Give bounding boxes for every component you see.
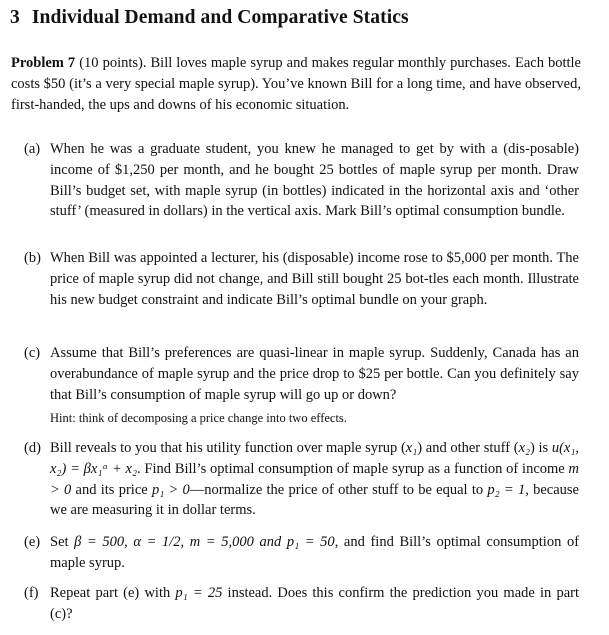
part-e xyxy=(24,532,579,574)
part-d-text-1: Bill reveals to you that his utility function over maple syrup ( xyxy=(50,440,406,456)
part-b-text: When Bill was appointed a lecturer, his (disposable) income rose to $5,000 per month. The price of maple syrup did not change, and Bill still bought 25 bot-tles each month. Illustrate his new budget constraint and indicate Bill’s optimal bundle on your graph. xyxy=(50,250,579,308)
problem-points: (10 points). xyxy=(79,55,147,71)
part-d-text-3: ) is xyxy=(530,440,552,456)
part-c xyxy=(24,343,579,427)
part-f-price: p₁ = 25 xyxy=(175,585,223,601)
part-c-body xyxy=(50,343,579,427)
income-condition: m > 0 xyxy=(50,460,580,498)
part-e-text-1: Set xyxy=(50,534,75,550)
section-number: 3 xyxy=(10,7,20,28)
part-d-text xyxy=(50,438,579,521)
part-f-text xyxy=(50,583,579,625)
part-f-text-1: Repeat part (e) with xyxy=(50,585,176,601)
utility-function: u(x₁, x₂) = βx₁ᵅ + x₂ xyxy=(50,440,580,477)
problem-label: Problem 7 xyxy=(11,55,76,71)
price-condition: p₁ > 0 xyxy=(151,481,190,498)
section-title: Individual Demand and Comparative Statics xyxy=(31,7,409,28)
var-x1: x₁ xyxy=(405,440,418,456)
problem-text: Bill loves maple syrup and makes regular monthly purchases. Each bottle costs $50 (it’s a very special maple syrup). You’ve known Bill for a long time, and have observed, first-handed, the ups and downs of his economic situation. xyxy=(11,55,581,113)
part-c-text: Assume that Bill’s preferences are quasi-linear in maple syrup. Suddenly, Canada has an overabundance of maple syrup and the price drop to $25 per bottle. Can you definitely say that Bill’s consumption of maple syrup will go up or down? xyxy=(50,345,579,403)
part-d-label: (d) xyxy=(24,440,41,456)
part-b-label: (b) xyxy=(24,250,41,266)
part-e-text-2: , and find Bill’s optimal consumption of maple syrup. xyxy=(50,534,580,571)
part-e-text xyxy=(50,532,579,574)
part-f xyxy=(24,583,579,625)
part-d-text-5: and its price xyxy=(71,481,152,498)
part-d xyxy=(24,438,579,521)
part-d-text-2: ) and other stuff ( xyxy=(417,440,519,456)
var-x2: x₂ xyxy=(518,440,531,456)
problem-statement xyxy=(11,53,581,115)
section-heading xyxy=(10,7,409,29)
part-a xyxy=(24,139,579,222)
part-f-text-2: instead. Does this confirm the prediction you made in part (c)? xyxy=(50,585,580,622)
part-d-text-6: —normalize the price of other stuff to be equal to xyxy=(189,481,488,498)
part-c-hint: Hint: think of decomposing a price change into two effects. xyxy=(50,411,347,426)
price-normalization: p₂ = 1 xyxy=(487,481,526,498)
part-a-label: (a) xyxy=(24,141,41,157)
part-a-text: When he was a graduate student, you knew he managed to get by with a (dis-posable) income of $1,250 per month, and he bought 25 bottles of maple syrup per month. Draw Bill’s budget set, with maple syrup (in bottles) indicated in the horizontal axis and ‘other stuff’ (measured in dollars) in the vertical axis. Mark Bill’s optimal consumption bundle. xyxy=(50,141,579,220)
part-d-text-4: . Find Bill’s optimal consumption of maple syrup as a function of income xyxy=(137,460,569,477)
part-d-text-7: , because we are measuring it in dollar terms. xyxy=(50,481,579,519)
part-b xyxy=(24,248,579,310)
part-e-label: (e) xyxy=(24,534,41,550)
part-e-parameters: β = 500, α = 1/2, m = 5,000 and p₁ = 50 xyxy=(74,534,335,550)
part-f-label: (f) xyxy=(24,585,39,601)
part-c-label: (c) xyxy=(24,345,41,361)
